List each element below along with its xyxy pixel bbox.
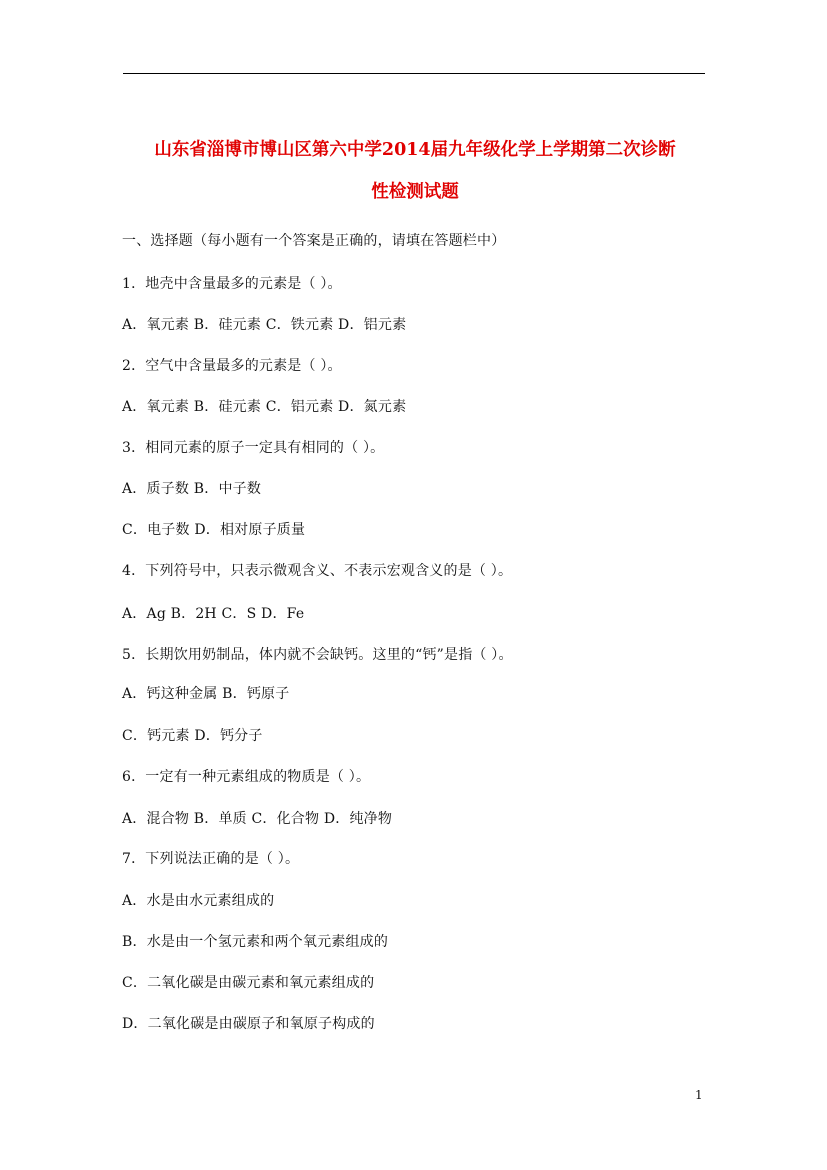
document-title-line-1: 山东省淄博市博山区第六中学2014届九年级化学上学期第二次诊断 [154,140,676,160]
question-6: 6．一定有一种元素组成的物质是（ ）。 [122,769,371,785]
question-5-options-c-d: C．钙元素 D．钙分子 [122,728,263,744]
question-3-options-a-b: A．质子数 B．中子数 [122,481,262,497]
question-7-option-d: D．二氧化碳是由碳原子和氧原子构成的 [122,1016,375,1032]
question-7-option-b: B．水是由一个氢元素和两个氧元素组成的 [122,934,389,950]
question-4: 4．下列符号中，只表示微观含义、不表示宏观含义的是（ ）。 [122,563,513,579]
page-number: 1 [695,1088,703,1102]
question-4-options: A．Ag B．2H C．S D．Fe [122,606,305,622]
question-7: 7．下列说法正确的是（ ）。 [122,851,300,867]
question-6-options: A．混合物 B．单质 C．化合物 D．纯净物 [122,811,393,827]
section-heading: 一、选择题（每小题有一个答案是正确的，请填在答题栏中） [122,233,506,249]
question-5-options-a-b: A．钙这种金属 B．钙原子 [122,686,290,702]
question-7-option-c: C．二氧化碳是由碳元素和氧元素组成的 [122,975,375,991]
question-3: 3．相同元素的原子一定具有相同的（ ）。 [122,440,385,456]
question-2-options: A．氧元素 B．硅元素 C．铝元素 D．氮元素 [122,399,407,415]
question-1: 1．地壳中含量最多的元素是（ ）。 [122,276,342,292]
question-5: 5．长期饮用奶制品，体内就不会缺钙。这里的“钙”是指（ ）。 [122,647,513,663]
question-3-options-c-d: C．电子数 D．相对原子质量 [122,522,306,538]
question-2: 2．空气中含量最多的元素是（ ）。 [122,358,342,374]
question-7-option-a: A．水是由水元素组成的 [122,893,275,909]
question-1-options: A．氧元素 B．硅元素 C．铁元素 D．铝元素 [122,317,407,333]
header-rule [123,73,705,74]
document-title-line-2: 性检测试题 [371,182,459,202]
